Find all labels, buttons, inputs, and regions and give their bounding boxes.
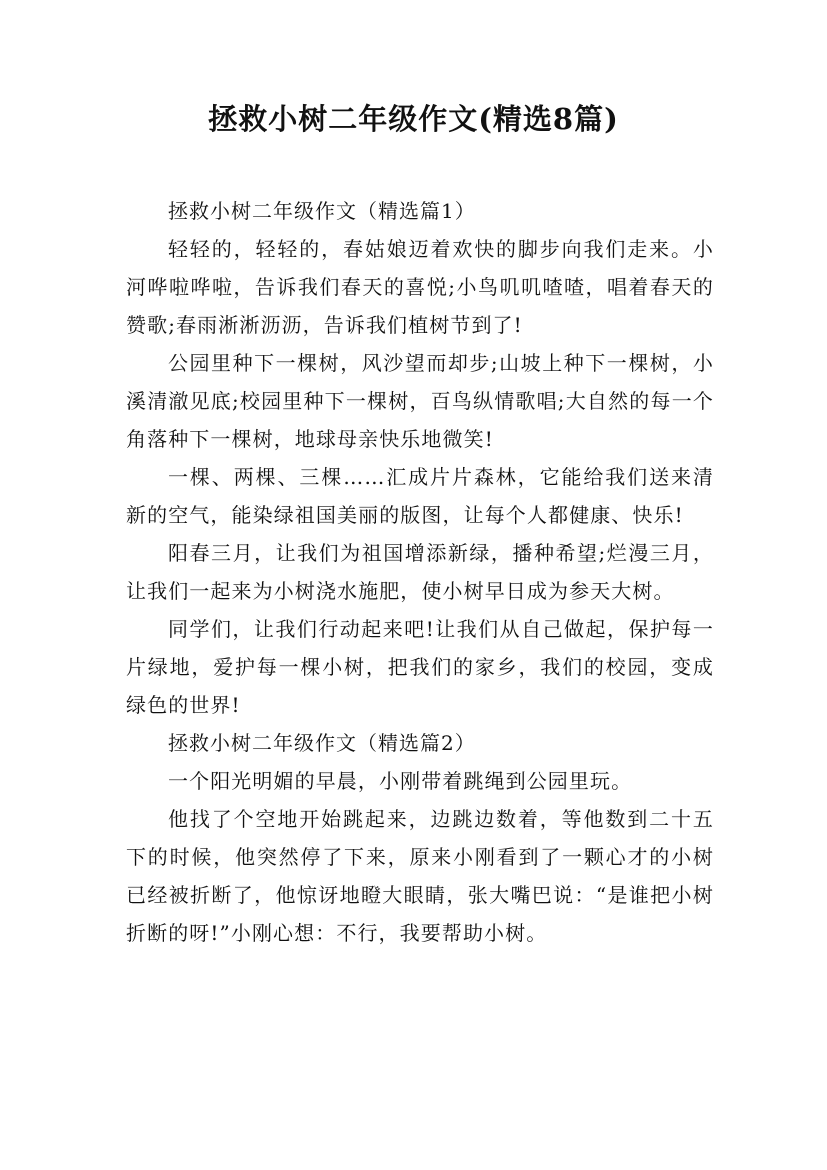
paragraph: 公园里种下一棵树，风沙望而却步;山坡上种下一棵树，小溪清澈见底;校园里种下一棵树，百鸟纵情歌唱;大自然的每一个角落种下一棵树，地球母亲快乐地微笑!: [126, 351, 714, 451]
paragraph: 一棵、两棵、三棵……汇成片片森林，它能给我们送来清新的空气，能染绿祖国美丽的版图，让每个人都健康、快乐!: [126, 465, 714, 527]
section-heading: 拯救小树二年级作文（精选篇2）: [168, 731, 476, 755]
document-body: [126, 192, 714, 952]
section-heading: 拯救小树二年级作文（精选篇1）: [168, 199, 476, 223]
document-title: 拯救小树二年级作文(精选8篇): [208, 102, 619, 136]
paragraph: 一个阳光明媚的早晨，小刚带着跳绳到公园里玩。: [168, 769, 633, 793]
paragraph: 他找了个空地开始跳起来，边跳边数着，等他数到二十五下的时候，他突然停了下来，原来小刚看到了一颗心才的小树已经被折断了，他惊讶地瞪大眼睛，张大嘴巴说：“是谁把小树折断的呀!”小刚心想：不行，我要帮助小树。: [126, 807, 714, 945]
paragraph: 阳春三月，让我们为祖国增添新绿，播种希望;烂漫三月，让我们一起来为小树浇水施肥，使小树早日成为参天大树。: [126, 541, 714, 603]
paragraph: 轻轻的，轻轻的，春姑娘迈着欢快的脚步向我们走来。小河哗啦哗啦，告诉我们春天的喜悦;小鸟叽叽喳喳，唱着春天的赞歌;春雨淅淅沥沥，告诉我们植树节到了!: [126, 237, 714, 337]
paragraph: 同学们，让我们行动起来吧!让我们从自己做起，保护每一片绿地，爱护每一棵小树，把我们的家乡，我们的校园，变成绿色的世界!: [126, 617, 714, 717]
